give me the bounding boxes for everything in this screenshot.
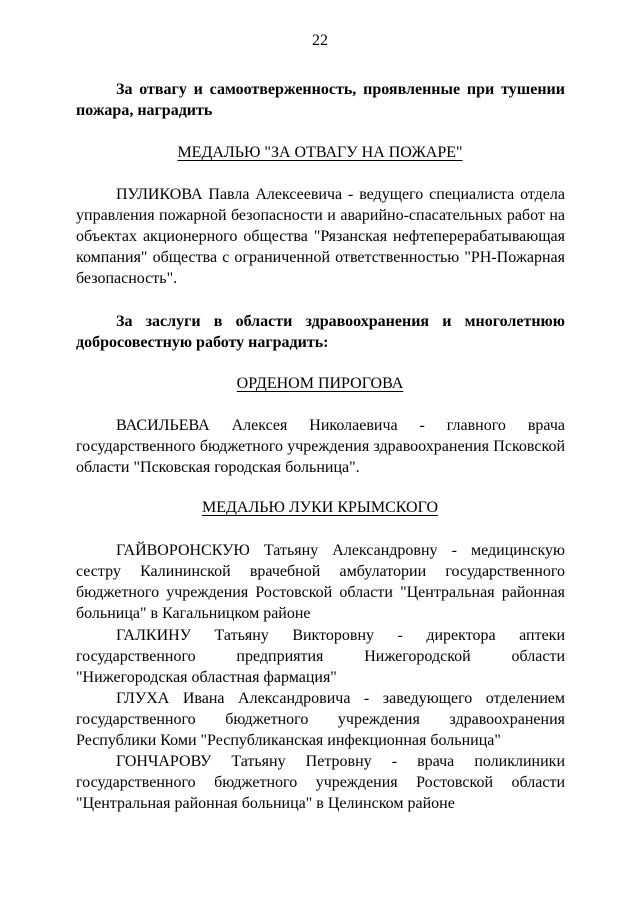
- award-heading-pirogov-order-text: ОРДЕНОМ ПИРОГОВА: [236, 375, 404, 392]
- award-entry-gaivoronskaya: ГАЙВОРОНСКУЮ Татьяну Александровну - медицинскую сестру Калининской врачебной амбулатории государственного бюджетного учреждения Ростовской области "Центральная районная больница" в Кагальницком районе: [76, 542, 565, 622]
- section-intro-fire: За отвагу и самоотверженность, проявленные при тушении пожара, наградить: [76, 81, 565, 119]
- page-number: 22: [312, 32, 328, 49]
- award-heading-luka-krymsky-medal: [0, 498, 640, 518]
- section-intro-healthcare: За заслуги в области здравоохранения и многолетнюю добросовестную работу наградить:: [76, 313, 565, 351]
- award-entry-vasiliev: ВАСИЛЬЕВА Алексея Николаевича - главного врача государственного бюджетного учреждения здравоохранения Псковской области "Псковская городская больница".: [76, 417, 565, 476]
- award-entry-goncharova: ГОНЧАРОВУ Татьяну Петровну - врача поликлиники государственного бюджетного учреждения Ростовской области "Центральная районная больница" в Целинском районе: [76, 753, 565, 812]
- award-heading-pirogov-order: [0, 374, 640, 394]
- award-entry-galkina: ГАЛКИНУ Татьяну Викторовну - директора аптеки государственного предприятия Нижегородской области "Нижегородская областная фармация": [76, 627, 565, 686]
- award-heading-fire-medal-text: МЕДАЛЬЮ "ЗА ОТВАГУ НА ПОЖАРЕ": [177, 144, 463, 161]
- award-entry-pulikov: ПУЛИКОВА Павла Алексеевича - ведущего специалиста отдела управления пожарной безопасности и аварийно-спасательных работ на объектах акционерного общества "Рязанская нефтеперерабатывающая компания" общества с ограниченной ответственностью "РН-Пожарная безопасность".: [76, 186, 565, 287]
- award-heading-fire-medal: [0, 143, 640, 163]
- award-heading-luka-krymsky-medal-text: МЕДАЛЬЮ ЛУКИ КРЫМСКОГО: [201, 499, 438, 516]
- award-entry-glukh: ГЛУХА Ивана Александровича - заведующего отделением государственного бюджетного учреждения здравоохранения Республики Коми "Республиканская инфекционная больница": [76, 690, 565, 749]
